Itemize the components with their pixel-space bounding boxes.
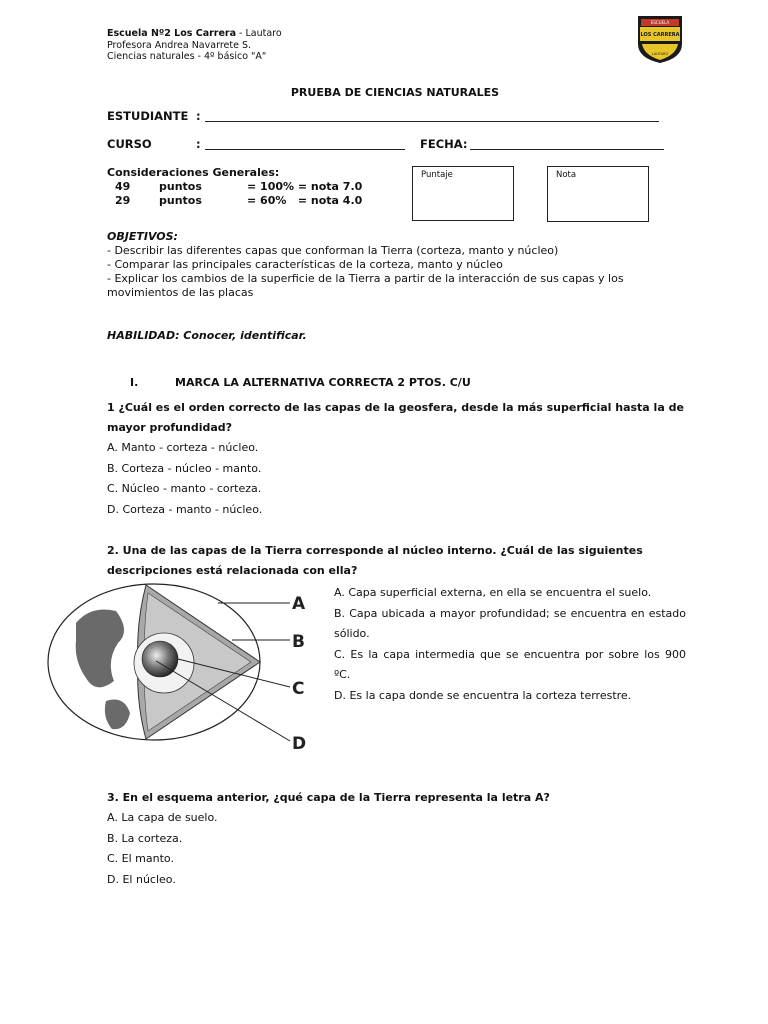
course-line: Ciencias naturales - 4º básico "A" bbox=[107, 51, 267, 62]
grade-box-label: Nota bbox=[556, 170, 577, 180]
student-input-line[interactable] bbox=[205, 121, 659, 122]
earth-layers-diagram bbox=[46, 583, 326, 753]
teacher-name: Profesora Andrea Navarrete S. bbox=[107, 39, 251, 51]
section-title: MARCA LA ALTERNATIVA CORRECTA 2 PTOS. C/U bbox=[175, 376, 471, 389]
logo-top-text: ESCUELA bbox=[650, 20, 670, 25]
school-name: Escuela Nº2 Los Carrera bbox=[107, 28, 237, 39]
row-points: 29 bbox=[115, 194, 131, 207]
row-equiv: = 60% = nota 4.0 bbox=[247, 194, 363, 207]
row-equiv: = 100% = nota 7.0 bbox=[247, 180, 363, 193]
question-stem: 2. Una de las capas de la Tierra corresponde al núcleo interno. ¿Cuál de las siguientes descripciones está relacionada con ella? bbox=[107, 544, 643, 577]
option-d[interactable]: D. Corteza - manto - núcleo. bbox=[107, 502, 263, 516]
question-stem: 3. En el esquema anterior, ¿qué capa de la Tierra representa la letra A? bbox=[107, 791, 550, 804]
option-a[interactable]: A. Capa superficial externa, en ella se encuentra el suelo. bbox=[334, 586, 652, 599]
score-box[interactable] bbox=[412, 166, 514, 221]
student-label: ESTUDIANTE bbox=[107, 109, 189, 123]
question-2-options bbox=[334, 583, 686, 706]
score-box-label: Puntaje bbox=[421, 170, 453, 180]
school-city: - Lautaro bbox=[236, 28, 282, 39]
row-points: 49 bbox=[115, 180, 131, 193]
row-unit: puntos bbox=[159, 194, 202, 207]
skill-line: HABILIDAD: Conocer, identificar. bbox=[107, 329, 307, 342]
question-1 bbox=[107, 398, 687, 520]
question-3 bbox=[107, 788, 687, 890]
option-b[interactable]: B. La corteza. bbox=[107, 831, 183, 845]
objectives-heading: OBJETIVOS: bbox=[107, 230, 178, 243]
student-colon: : bbox=[196, 109, 201, 123]
page-title: PRUEBA DE CIENCIAS NATURALES bbox=[290, 86, 500, 99]
section-number: I. bbox=[130, 376, 139, 389]
course-input-line[interactable] bbox=[205, 149, 405, 150]
school-header bbox=[107, 28, 282, 63]
option-c[interactable]: C. Es la capa intermedia que se encuentra por sobre los 900 ºC. bbox=[334, 647, 686, 681]
course-colon: : bbox=[196, 137, 201, 151]
logo-bottom-text: LAUTARO bbox=[651, 52, 669, 56]
objective-item: - Explicar los cambios de la superficie de la Tierra a partir de la interacción de sus capas y los movimientos de las placas bbox=[107, 272, 624, 299]
considerations-row bbox=[107, 180, 362, 194]
diagram-label-d: D bbox=[292, 734, 307, 753]
general-considerations bbox=[107, 166, 362, 208]
option-d[interactable]: D. Es la capa donde se encuentra la corteza terrestre. bbox=[334, 688, 632, 702]
row-unit: puntos bbox=[159, 180, 202, 193]
objective-item: - Describir las diferentes capas que conforman la Tierra (corteza, manto y núcleo) bbox=[107, 244, 559, 257]
school-logo bbox=[636, 14, 684, 64]
option-a[interactable]: A. La capa de suelo. bbox=[107, 811, 218, 824]
considerations-heading: Consideraciones Generales: bbox=[107, 166, 280, 179]
logo-mid-text: LOS CARRERA bbox=[640, 32, 680, 38]
option-c[interactable]: C. El manto. bbox=[107, 852, 174, 865]
date-input-line[interactable] bbox=[470, 149, 664, 150]
objective-item: - Comparar las principales características de la corteza, manto y núcleo bbox=[107, 258, 503, 271]
diagram-label-b: B bbox=[292, 632, 305, 652]
objectives bbox=[107, 230, 687, 300]
question-stem: 1 ¿Cuál es el orden correcto de las capas de la geosfera, desde la más superficial hasta la de mayor profundidad? bbox=[107, 401, 684, 434]
date-label: FECHA: bbox=[420, 137, 468, 151]
inner-core bbox=[142, 641, 178, 677]
option-d[interactable]: D. El núcleo. bbox=[107, 872, 176, 886]
diagram-label-c: C bbox=[292, 679, 305, 699]
course-label: CURSO bbox=[107, 137, 152, 151]
option-b[interactable]: B. Corteza - núcleo - manto. bbox=[107, 461, 262, 475]
considerations-row bbox=[107, 194, 362, 208]
option-b[interactable]: B. Capa ubicada a mayor profundidad; se encuentra en estado sólido. bbox=[334, 606, 686, 640]
question-2 bbox=[107, 541, 687, 581]
diagram-label-a: A bbox=[292, 594, 306, 614]
option-c[interactable]: C. Núcleo - manto - corteza. bbox=[107, 482, 262, 495]
option-a[interactable]: A. Manto - corteza - núcleo. bbox=[107, 441, 259, 454]
grade-box[interactable] bbox=[547, 166, 649, 222]
